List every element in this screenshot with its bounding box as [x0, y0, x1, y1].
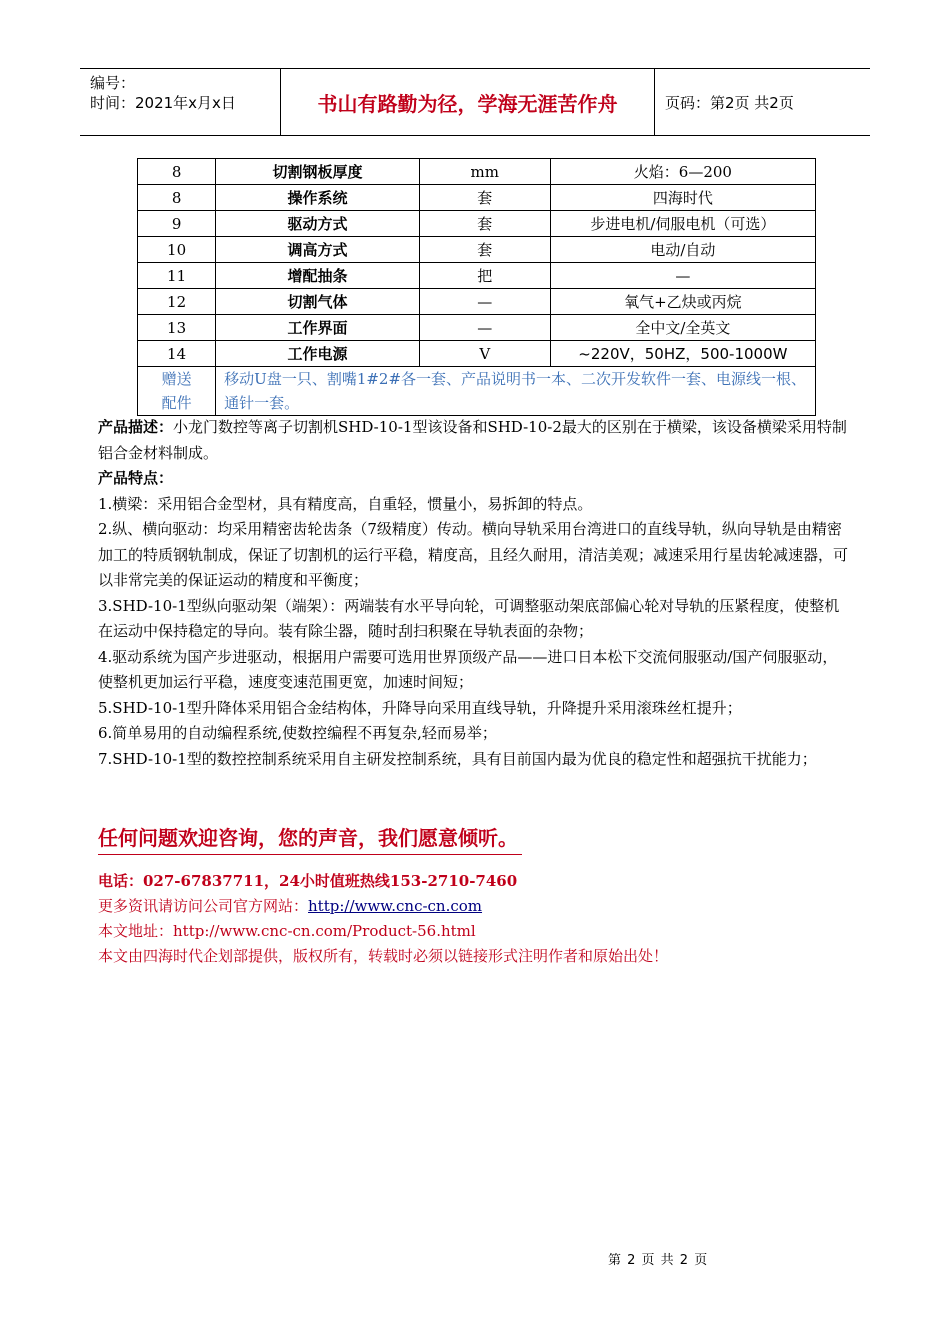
header-left-cell	[80, 69, 281, 135]
row-item-cell: 切割气体	[216, 289, 420, 315]
header-motto: 书山有路勤为径，学海无涯苦作舟	[281, 69, 655, 135]
feature-item: 6.简单易用的自动编程系统,使数控编程不再复杂,轻而易举；	[98, 724, 497, 742]
copyright-notice: 本文由四海时代企划部提供，版权所有，转载时必须以链接形式注明作者和原始出处！	[98, 947, 669, 965]
row-unit-cell: 套	[419, 237, 550, 263]
gift-label-line-2: 配件	[161, 394, 192, 412]
description-text: 小龙门数控等离子切割机SHD-10-1型该设备和SHD-10-2最大的区别在于横梁，该设备横梁采用特制铝合金材料制成。	[98, 418, 847, 462]
row-unit-cell: V	[419, 341, 550, 367]
spec-table	[137, 158, 816, 416]
contact-slogan: 任何问题欢迎咨询，您的声音，我们愿意倾听。	[98, 822, 522, 855]
row-number-cell: 14	[138, 341, 216, 367]
feature-item: 1.横梁：采用铝合金型材，具有精度高，自重轻，惯量小，易拆卸的特点。	[98, 494, 593, 513]
table-row	[138, 315, 816, 341]
feature-item: 5.SHD-10-1型升降体采用铝合金结构体，升降导向采用直线导轨，升降提升采用滚珠丝杠提升；	[98, 698, 742, 717]
feature-item: 4.驱动系统为国产步进驱动，根据用户需要可选用世界顶级产品——进口日本松下交流伺服驱动/国产伺服驱动，使整机更加运行平稳，速度变速范围更宽，加速时间短；	[98, 647, 838, 691]
row-unit-cell: —	[419, 315, 550, 341]
row-number-cell: 13	[138, 315, 216, 341]
row-unit-cell: mm	[419, 159, 550, 185]
page-header	[80, 68, 870, 136]
gift-label-cell	[138, 367, 216, 416]
row-value-cell: 氧气+乙炔或丙烷	[550, 289, 815, 315]
row-number-cell: 8	[138, 185, 216, 211]
row-value-cell: —	[550, 263, 815, 289]
feature-item: 7.SHD-10-1型的数控控制系统采用自主研发控制系统，具有目前国内最为优良的稳定性和超强抗干扰能力；	[98, 749, 817, 768]
row-unit-cell: 把	[419, 263, 550, 289]
row-number-cell: 12	[138, 289, 216, 315]
table-row	[138, 237, 816, 263]
article-url[interactable]: 本文地址：http://www.cnc-cn.com/Product-56.html	[98, 922, 476, 940]
gift-text-cell: 移动U盘一只、割嘴1#2#各一套、产品说明书一本、二次开发软件一套、电源线一根、通针一套。	[216, 367, 816, 416]
row-item-cell: 增配抽条	[216, 263, 420, 289]
product-description	[98, 415, 848, 466]
header-page-label: 页码：第2页 共2页	[665, 93, 794, 112]
row-number-cell: 11	[138, 263, 216, 289]
body-text	[98, 415, 848, 772]
row-number-cell: 8	[138, 159, 216, 185]
website-prefix: 更多资讯请访问公司官方网站：	[98, 897, 309, 915]
features-list	[98, 492, 848, 773]
row-unit-cell: 套	[419, 185, 550, 211]
contact-section	[98, 822, 858, 969]
row-item-cell: 调高方式	[216, 237, 420, 263]
row-value-cell: 电动/自动	[550, 237, 815, 263]
website-link[interactable]: http://www.cnc-cn.com	[308, 897, 483, 915]
row-item-cell: 操作系统	[216, 185, 420, 211]
row-value-cell: ~220V，50HZ，500-1000W	[550, 341, 815, 367]
row-value-cell: 火焰：6—200	[550, 159, 815, 185]
row-number-cell: 9	[138, 211, 216, 237]
feature-item: 3.SHD-10-1型纵向驱动架（端架）：两端装有水平导向轮，可调整驱动架底部偏心轮对导轨的压紧程度，使整机在运动中保持稳定的导向。装有除尘器，随时刮扫积聚在导轨表面的杂物；	[98, 596, 840, 640]
contact-phone: 电话：027-67837711，24小时值班热线153-2710-7460	[98, 872, 518, 890]
description-label: 产品描述：	[98, 418, 174, 436]
document-date-label: 时间：2021年x月x日	[90, 94, 236, 112]
document-number-label: 编号：	[90, 74, 136, 92]
table-row	[138, 289, 816, 315]
row-item-cell: 工作电源	[216, 341, 420, 367]
row-value-cell: 步进电机/伺服电机（可选）	[550, 211, 815, 237]
row-value-cell: 全中文/全英文	[550, 315, 815, 341]
row-unit-cell: —	[419, 289, 550, 315]
row-unit-cell: 套	[419, 211, 550, 237]
table-row	[138, 263, 816, 289]
spec-table-body	[138, 159, 816, 367]
row-item-cell: 切割钢板厚度	[216, 159, 420, 185]
contact-website-line	[98, 894, 858, 919]
gift-label-line-1: 赠送	[161, 370, 192, 388]
table-row	[138, 185, 816, 211]
table-row	[138, 211, 816, 237]
table-row	[138, 341, 816, 367]
gift-row	[138, 367, 816, 416]
table-row	[138, 159, 816, 185]
row-item-cell: 驱动方式	[216, 211, 420, 237]
row-value-cell: 四海时代	[550, 185, 815, 211]
features-label: 产品特点：	[98, 469, 174, 487]
feature-item: 2.纵、横向驱动：均采用精密齿轮齿条（7级精度）传动。横向导轨采用台湾进口的直线导轨，纵向导轨是由精密加工的特质钢轨制成，保证了切割机的运行平稳，精度高，且经久耐用，清洁美观；减速采用行星齿轮减速器，可以非常完美的保证运动的精度和平衡度；	[98, 520, 849, 589]
row-item-cell: 工作界面	[216, 315, 420, 341]
page-footer: 第 2 页 共 2 页	[608, 1253, 709, 1268]
row-number-cell: 10	[138, 237, 216, 263]
